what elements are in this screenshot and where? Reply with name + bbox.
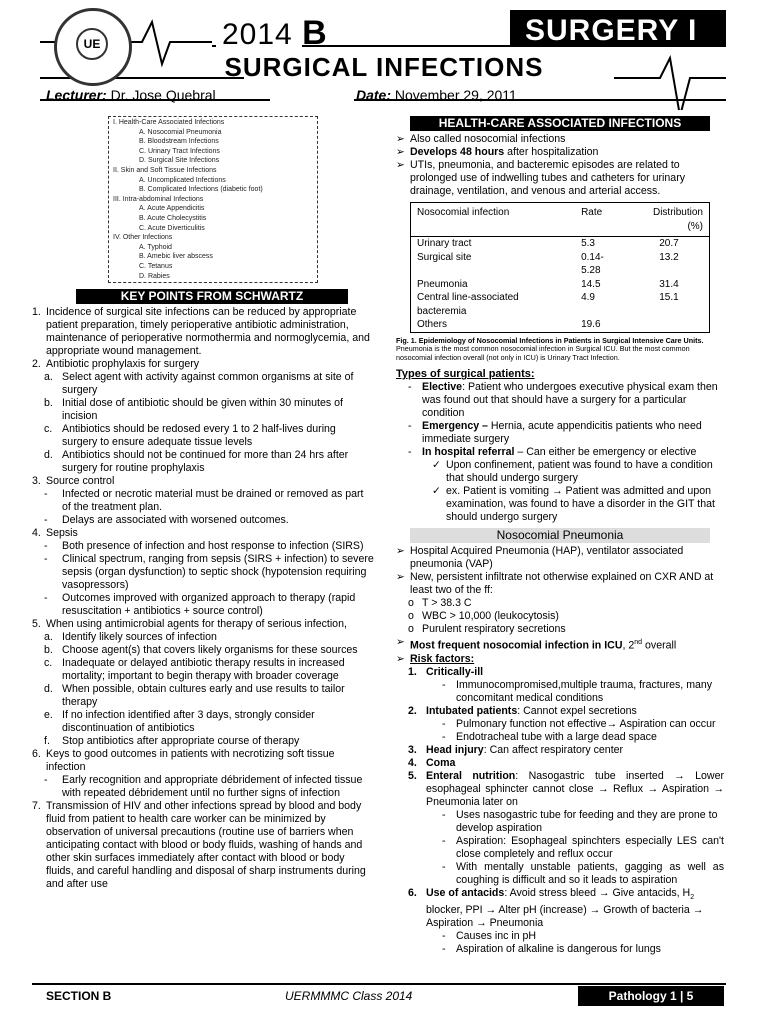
key-point-2: 2. Antibiotic prophylaxis for surgery [32,358,200,371]
footer-section: SECTION B [46,989,112,1003]
key-point-1: 1. Incidence of surgical site infections can be reduced by appropriate patient preparation, timely perioperative antibiotic administration, maintenance of perioperative normothermia and normoglycemia, and appropriate wound management. [32,306,370,358]
key-point-7: 7. Transmission of HIV and other infections spread by blood and body fluid from patient to health care worker can be minimized by observation of universal precautions (routine use of barriers when anticipating contact with blood or body fluids, washing of hands and other skin surfaces immediately after contact with blood or body fluids, and careful handling and disposal of sharp instruments during and after use [32,800,366,891]
key-point-2d: d. Antibiotics should not be continued for more than 24 hrs after surgery for routine prophylaxis [44,449,349,475]
check-icon: ✓ [432,485,441,498]
arrow-bullet-icon: ➢ [396,159,405,171]
key-point-5b: b. Choose agent(s) that covers likely organisms for these sources [44,644,358,657]
table-cell: Central line-associated bacteremia [417,292,519,317]
table-cell: Urinary tract [417,238,472,249]
types-heading: Types of surgical patients: [396,368,535,381]
toc-item: D. Surgical Site Infections [139,157,220,165]
footer-page-label: Pathology 1 | 5 [578,986,724,1006]
np-bullet-1: ➢ Hospital Acquired Pneumonia (HAP), ventilator associated pneumonia (VAP) [396,545,684,571]
risk-factor-2a: - Pulmonary function not effective→ Aspiration can occur [442,717,716,730]
key-point-4b: - Clinical spectrum, ranging from sepsis (SIRS + infection) to severe sepsis (organ dysfunction) to septic shock (hypotension requiring vasopressors) [44,553,374,592]
table-row [411,237,710,251]
table-header-cell: Rate [575,203,629,237]
np-criterion-2: o WBC > 10,000 (leukocytosis) [408,610,559,623]
arrow-bullet-icon: ➢ [396,133,405,145]
page-title: SURGICAL INFECTIONS [224,52,544,82]
table-cell: Pneumonia [417,278,468,290]
toc-item: B. Acute Cholecystitis [139,214,207,222]
toc-item: D. Rabies [139,272,170,280]
footer-class-name: UERMMMC Class 2014 [285,989,413,1003]
key-point-5a: a. Identify likely sources of infection [44,631,217,644]
risk-factor-5: 5. Enteral nutrition: Nasogastric tube inserted → Lower esophageal sphincter cannot close → Reflux → Aspiration → Pneumonia later on [408,769,724,808]
key-point-3a: - Infected or necrotic material must be drained or removed as part of the treatment plan. [44,488,364,514]
toc-item: A. Typhoid [139,243,172,251]
right-column [396,116,724,956]
lecturer-name: Dr. Jose Quebral [110,87,216,103]
table-cell: 31.4 [659,278,679,290]
toc-item: C. Urinary Tract Infections [139,147,220,155]
key-point-4: 4. Sepsis [32,527,78,540]
table-cell: 19.6 [581,319,601,330]
key-point-3b: - Delays are associated with worsened outcomes. [44,514,289,527]
table-row [411,291,710,318]
np-bullet-3: ➢ Most frequent nosocomial infection in ICU, 2nd overall [396,636,677,652]
table-header-cell: Nosocomial infection [411,203,576,237]
risk-factor-5c: - With mentally unstable patients, gagging as well as coughing is difficult and so it leads to aspiration [442,860,724,886]
table-cell: 14.5 [581,278,601,290]
risk-factor-3: 3. Head injury: Can affect respiratory center [408,743,624,756]
table-cell: 20.7 [659,238,679,249]
nosocomial-pneumonia-heading: Nosocomial Pneumonia [410,528,710,543]
date-label: Date: [356,87,392,103]
subject-title: SURGERY I [525,14,698,47]
table-cell: Others [417,319,448,330]
date-line [356,87,517,103]
key-point-3: 3. Source control [32,475,115,488]
hai-bullet-1: ➢ Also called nosocomial infections [396,133,566,145]
table-cell: 13.2 [659,251,679,263]
table-cell: 0.14-5.28 [581,251,604,276]
referral-note-1: ✓ Upon confinement, patient was found to have a condition that should undergo surgery [432,459,713,485]
footer-rule [32,983,726,985]
arrow-bullet-icon: ➢ [396,571,405,584]
table-cell: 4.9 [581,292,595,303]
risk-factor-5a: - Uses nasogastric tube for feeding and they are prone to develop aspiration [442,808,718,834]
key-point-2c: c. Antibiotics should be redosed every 1 to 2 half-lives during surgery to ensure adequate tissue levels [44,423,336,449]
batch-label [222,14,328,53]
toc-item: A. Acute Appendicitis [139,205,205,213]
batch-letter: B [302,14,328,52]
risk-factor-1: 1. Critically-ill [408,665,484,678]
hai-bullet-2: ➢ Develops 48 hours after hospitalization [396,146,599,158]
risk-factor-2: 2. Intubated patients: Cannot expel secretions [408,704,637,717]
table-cell: 15.1 [659,292,679,303]
table-header-row [411,203,710,237]
key-point-5c: c. Inadequate or delayed antibiotic therapy results in increased mortality; important to begin therapy with broader coverage [44,657,345,683]
np-criterion-3: o Purulent respiratory secretions [408,623,566,636]
toc-item: B. Bloodstream Infections [139,138,219,146]
toc-item: C. Acute Diverticulitis [139,224,205,232]
toc-item: B. Complicated Infections (diabetic foot) [139,186,263,194]
figure-caption: Fig. 1. Epidemiology of Nosocomial Infections in Patients in Surgical Intensive Care Units. Pneumonia is the most common nosocomial infection in Surgical ICU. But the most common nosocomial infection overall (not only in ICU) is Urinary Tract Infection. [396,335,704,362]
key-point-5e: e. If no infection identified after 3 days, strongly consider discontinuation of antibiotics [44,709,315,735]
arrow-bullet-icon: ➢ [396,636,405,649]
key-point-2b: b. Initial dose of antibiotic should be given within 30 minutes of incision [44,397,343,423]
left-column [32,116,374,891]
key-point-4c: - Outcomes improved with organized approach to therapy (rapid resuscitation + antibiotics + source control) [44,592,356,618]
type-elective: - Elective: Patient who undergoes executive physical exam then was found out that should have a surgery for a particular condition [408,381,718,420]
table-row [411,318,710,332]
toc-item: II. Skin and Soft Tissue Infections [113,166,217,174]
lecturer-line [46,87,216,103]
arrow-bullet-icon: ➢ [396,146,405,158]
risk-factor-5b: - Aspiration: Esophageal spinchters especially LES can't close completely and reflux occur [442,834,724,860]
toc-item: C. Tetanus [139,262,173,270]
table-cell: 5.3 [581,238,595,249]
risk-factor-6b: - Aspiration of alkaline is dangerous for lungs [442,942,661,955]
toc-item: I. Health-Care Associated Infections [113,119,225,126]
batch-year: 2014 [222,18,293,51]
table-of-contents [108,116,318,283]
epidemiology-table [410,202,710,333]
hai-bullet-3: ➢ UTIs, pneumonia, and bacteremic episodes are related to prolonged use of indwelling tubes and catheters for urinary drainage, ventilation, and venous and arterial access. [396,159,686,197]
arrow-bullet-icon: ➢ [396,545,405,558]
toc-item: III. Intra-abdominal Infections [113,195,204,203]
table-row [411,251,710,278]
risk-factor-2b: - Endotracheal tube with a large dead space [442,730,657,743]
school-seal-emblem: UE [76,28,108,60]
table-row [411,278,710,292]
key-points-heading: KEY POINTS FROM SCHWARTZ [76,289,348,304]
lecturer-label: Lecturer: [46,87,107,103]
referral-note-2: ✓ ex. Patient is vomiting → Patient was admitted and upon examination, was found to have a disorder in the GIT that should undergo surgery [432,485,715,524]
risk-factors-heading: ➢ Risk factors: [396,652,475,665]
key-point-6a: - Early recognition and appropriate débridement of infected tissue with repeated débridement until no further signs of infection [44,774,363,800]
key-point-5f: f. Stop antibiotics after appropriate course of therapy [44,735,300,748]
np-criterion-1: o T > 38.3 C [408,597,472,610]
type-emergency: - Emergency – Hernia, acute appendicitis patients who need immediate surgery [408,420,702,446]
table-cell [629,318,710,332]
risk-factor-4: 4. Coma [408,756,456,769]
toc-item: A. Uncomplicated Infections [139,176,226,184]
risk-factor-1a: - Immunocompromised,multiple trauma, fractures, many concomitant medical conditions [442,678,713,704]
key-point-5d: d. When possible, obtain cultures early and use results to tailor therapy [44,683,345,709]
check-icon: ✓ [432,459,441,472]
table-header-cell: Distribution (%) [629,203,710,237]
hai-heading: HEALTH-CARE ASSOCIATED INFECTIONS [410,116,710,131]
key-point-5: 5. When using antimicrobial agents for therapy of serious infection, [32,618,347,631]
key-point-4a: - Both presence of infection and host response to infection (SIRS) [44,540,364,553]
type-referral: - In hospital referral – Can either be emergency or elective [408,446,697,459]
risk-factor-6a: - Causes inc in pH [442,929,537,942]
np-bullet-2: ➢ New, persistent infiltrate not otherwise explained on CXR AND at least two of the ff: [396,571,714,597]
date-value: November 29, 2011 [394,87,517,103]
key-point-2a: a. Select agent with activity against common organisms at site of surgery [44,371,354,397]
key-point-6: 6. Keys to good outcomes in patients with necrotizing soft tissue infection [32,748,335,774]
toc-item: B. Amebic liver abscess [139,253,213,261]
table-cell: Surgical site [417,251,472,263]
toc-item: IV. Other Infections [113,234,173,242]
arrow-bullet-icon: ➢ [396,652,405,665]
toc-item: A. Nosocomial Pneumonia [139,128,222,136]
risk-factor-6: 6. Use of antacids: Avoid stress bleed → Give antacids, $H_2$ blocker, PPI → Alter pH (increase) → Growth of bacteria → Aspiration → Pneumonia [408,886,704,929]
